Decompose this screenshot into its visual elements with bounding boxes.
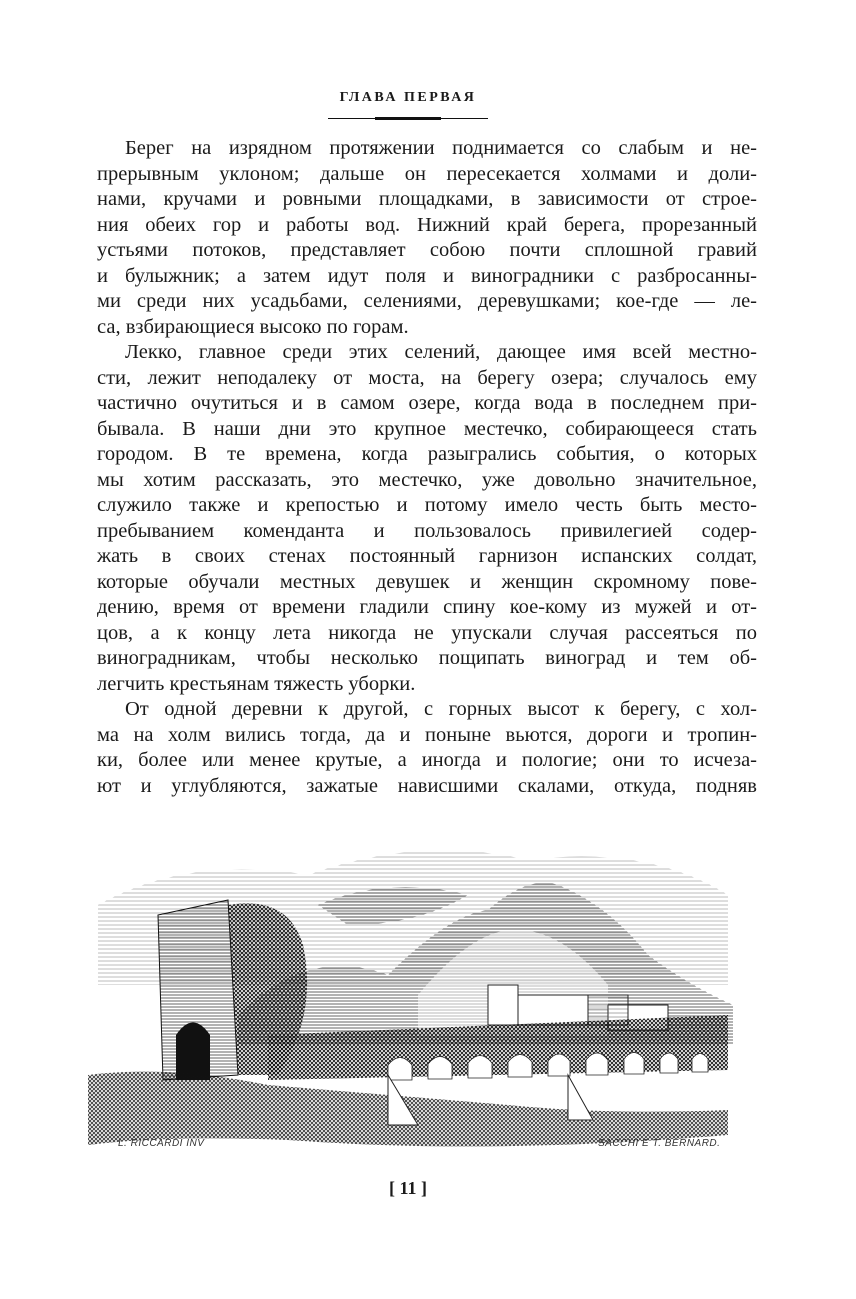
text-line: ния обеих гор и работы вод. Нижний край берега, прорезанный [97, 213, 757, 236]
text-line: нами, кручами и ровными площадками, в зависимости от строе- [97, 188, 757, 210]
body-text [97, 136, 757, 799]
foreground [88, 1072, 728, 1147]
text-line: мы хотим рассказать, это местечко, уже довольно значительное, [97, 468, 757, 491]
text-line: ют и углубляются, зажатые нависшими скалами, откуда, подняв [97, 774, 757, 797]
text-line: Лекко, главное среди этих селений, дающее имя всей местно- [125, 341, 757, 363]
text-line: которые обучали местных девушек и женщин скромному пове- [97, 570, 757, 593]
text-line: бывала. В наши дни это крупное местечко, собирающееся стать [97, 417, 757, 440]
text-line: сти, лежит неподалеку от моста, на берегу озера; случалось ему [97, 366, 757, 389]
engraving-caption-engraver: SACCHI E T. BERNARD. [598, 1138, 721, 1149]
text-line: и булыжник; а затем идут поля и виноградники с разбросанны- [97, 264, 757, 287]
text-line: са, взбирающиеся высоко по горам. [97, 315, 409, 338]
text-line: жать в своих стенах постоянный гарнизон испанских солдат, [97, 545, 757, 567]
text-line: пребыванием коменданта и пользовалось привилегией содер- [97, 519, 757, 542]
page-number: [ 11 ] [389, 1178, 427, 1198]
text-line: Берег на изрядном протяжении поднимается со слабым и не- [125, 137, 757, 159]
text-line: служило также и крепостью и потому имело честь быть место- [97, 494, 757, 516]
text-line: легчить крестьянам тяжесть уборки. [97, 672, 416, 695]
text-line: частично очутиться и в самом озере, когда вода в последнем при- [97, 392, 757, 414]
text-line: ки, более или менее крутые, а иногда и пологие; они то исчеза- [97, 749, 757, 771]
text-line: цов, а к концу лета никогда не упускали случая рассеяться по [97, 621, 757, 644]
text-line: устьями потоков, представляет собою почти сплошной гравий [97, 239, 757, 261]
engraving-caption-artist: L. RICCARDI INV [118, 1138, 205, 1149]
text-line: От одной деревни к другой, с горных высот к берегу, с хол- [125, 698, 757, 720]
text-line: ма на холм вились тогда, да и поныне вьются, дороги и тропин- [97, 723, 757, 746]
engraving-illustration [88, 835, 738, 1160]
text-line: городом. В те времена, когда разыгрались события, о которых [97, 443, 757, 465]
chapter-heading: ГЛАВА ПЕРВАЯ [339, 90, 477, 105]
text-line: ми среди них усадьбами, селениями, деревушками; кое-где — ле- [97, 290, 757, 312]
text-line: виноградникам, чтобы несколько пощипать виноград и тем об- [97, 647, 757, 669]
heading-rule-center [375, 117, 441, 120]
text-line: прерывным уклоном; дальше он пересекается холмами и доли- [97, 162, 757, 185]
text-line: дению, время от времени гладили спину кое-кому из мужей и от- [97, 596, 757, 618]
